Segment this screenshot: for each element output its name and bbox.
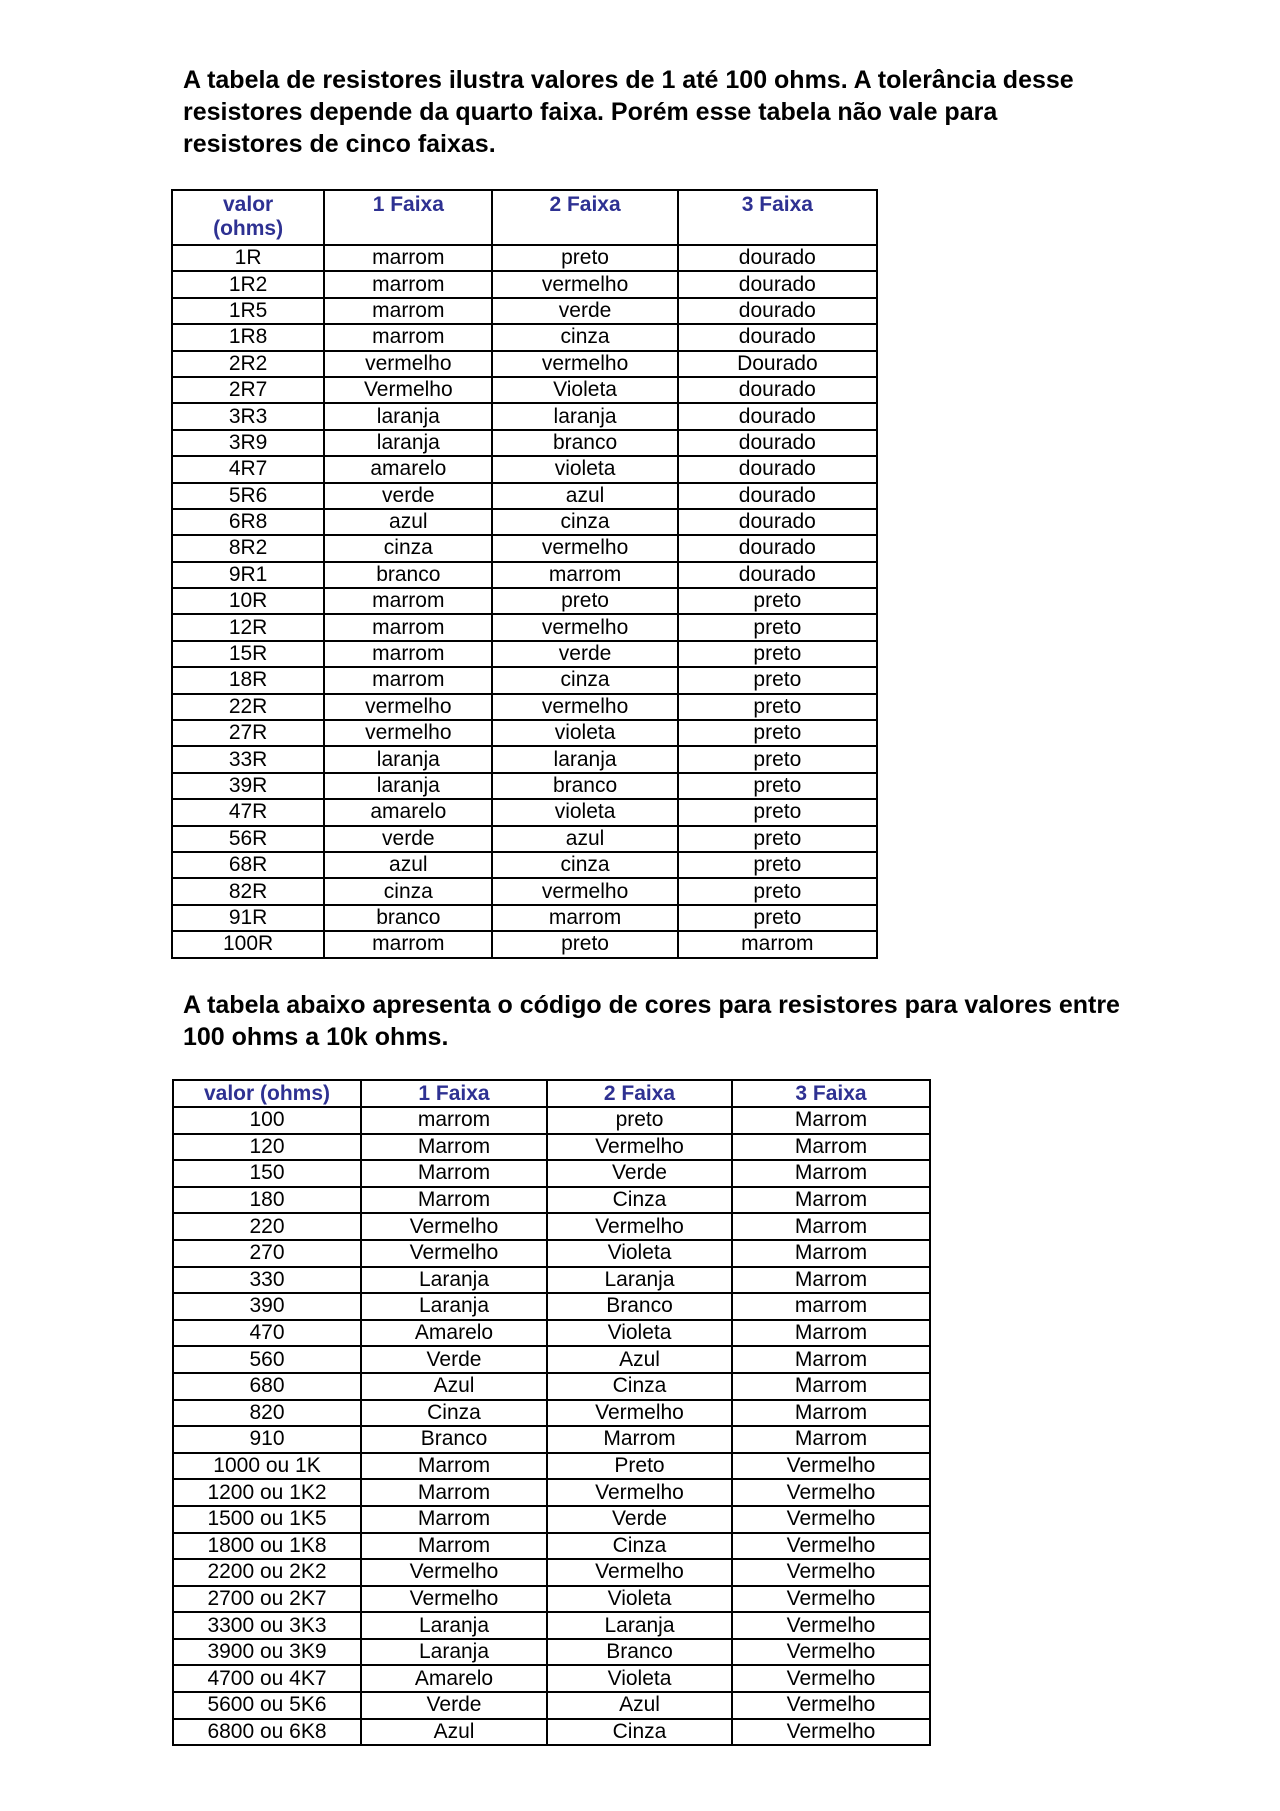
cell-faixa-2: Violeta <box>547 1320 732 1347</box>
table-row <box>172 298 877 324</box>
table-row <box>173 1134 930 1161</box>
resistor-table-1-to-100-ohms <box>171 189 878 959</box>
table-row <box>172 746 877 772</box>
table-row <box>173 1267 930 1294</box>
cell-valor: 1R <box>172 245 324 271</box>
cell-faixa-1: Marrom <box>361 1453 547 1480</box>
cell-faixa-3: preto <box>678 667 877 693</box>
header-valor-line1: valor <box>223 193 274 216</box>
table-row <box>173 1400 930 1427</box>
cell-faixa-1: Marrom <box>361 1506 547 1533</box>
cell-faixa-2: Marrom <box>547 1426 732 1453</box>
header-faixa-3: 3 Faixa <box>732 1080 930 1107</box>
resistor-table-100-to-10k-ohms <box>172 1079 931 1746</box>
table-row <box>172 456 877 482</box>
cell-faixa-3: Vermelho <box>732 1586 930 1613</box>
cell-faixa-1: azul <box>324 852 492 878</box>
cell-faixa-3: dourado <box>678 483 877 509</box>
table-row <box>173 1320 930 1347</box>
table-row <box>173 1506 930 1533</box>
cell-faixa-3: preto <box>678 720 877 746</box>
table-header-row <box>173 1080 930 1107</box>
table-row <box>173 1293 930 1320</box>
cell-valor: 27R <box>172 720 324 746</box>
table-row <box>172 799 877 825</box>
cell-faixa-3: Marrom <box>732 1373 930 1400</box>
cell-faixa-2: Violeta <box>547 1586 732 1613</box>
cell-faixa-3: dourado <box>678 509 877 535</box>
header-faixa-1: 1 Faixa <box>324 190 492 245</box>
table-row <box>172 509 877 535</box>
table-row <box>173 1373 930 1400</box>
cell-faixa-2: Preto <box>547 1453 732 1480</box>
cell-valor: 2700 ou 2K7 <box>173 1586 361 1613</box>
cell-faixa-1: marrom <box>324 588 492 614</box>
second-paragraph: A tabela abaixo apresenta o código de cores para resistores para valores entre 100 ohms a 10k ohms. <box>183 991 1120 1051</box>
table-row <box>173 1160 930 1187</box>
cell-faixa-2: Vermelho <box>547 1479 732 1506</box>
table-body <box>172 245 877 958</box>
cell-valor: 100 <box>173 1107 361 1134</box>
cell-faixa-3: dourado <box>678 271 877 297</box>
cell-faixa-1: marrom <box>324 614 492 640</box>
cell-valor: 100R <box>172 931 324 957</box>
cell-faixa-1: marrom <box>324 271 492 297</box>
cell-faixa-1: laranja <box>324 773 492 799</box>
cell-faixa-3: Marrom <box>732 1346 930 1373</box>
cell-faixa-2: laranja <box>492 746 677 772</box>
cell-valor: 1R5 <box>172 298 324 324</box>
cell-faixa-1: marrom <box>324 641 492 667</box>
table-row <box>173 1107 930 1134</box>
cell-faixa-1: Marrom <box>361 1160 547 1187</box>
cell-faixa-2: vermelho <box>492 351 677 377</box>
cell-faixa-1: cinza <box>324 878 492 904</box>
cell-faixa-2: preto <box>492 931 677 957</box>
cell-faixa-2: Cinza <box>547 1187 732 1214</box>
cell-faixa-3: preto <box>678 852 877 878</box>
cell-faixa-1: Verde <box>361 1692 547 1719</box>
cell-faixa-1: marrom <box>324 245 492 271</box>
cell-faixa-1: Vermelho <box>361 1586 547 1613</box>
cell-faixa-1: Vermelho <box>361 1213 547 1240</box>
cell-valor: 39R <box>172 773 324 799</box>
header-valor-line2: (ohms) <box>213 217 284 240</box>
cell-faixa-2: branco <box>492 430 677 456</box>
table-row <box>172 905 877 931</box>
cell-faixa-1: Marrom <box>361 1134 547 1161</box>
cell-faixa-3: Marrom <box>732 1107 930 1134</box>
cell-faixa-1: azul <box>324 509 492 535</box>
table-row <box>172 588 877 614</box>
cell-valor: 1R2 <box>172 271 324 297</box>
cell-valor: 560 <box>173 1346 361 1373</box>
cell-faixa-1: Branco <box>361 1426 547 1453</box>
cell-faixa-3: Marrom <box>732 1320 930 1347</box>
cell-faixa-1: marrom <box>324 931 492 957</box>
cell-valor: 47R <box>172 799 324 825</box>
table-row <box>173 1719 930 1746</box>
cell-faixa-2: cinza <box>492 667 677 693</box>
cell-faixa-3: Marrom <box>732 1240 930 1267</box>
cell-faixa-2: Violeta <box>547 1665 732 1692</box>
cell-faixa-2: branco <box>492 773 677 799</box>
cell-valor: 15R <box>172 641 324 667</box>
table-row <box>172 641 877 667</box>
cell-faixa-3: Vermelho <box>732 1479 930 1506</box>
cell-faixa-2: vermelho <box>492 271 677 297</box>
cell-valor: 1200 ou 1K2 <box>173 1479 361 1506</box>
cell-faixa-2: azul <box>492 826 677 852</box>
cell-faixa-2: azul <box>492 483 677 509</box>
cell-faixa-2: Vermelho <box>547 1134 732 1161</box>
cell-faixa-2: violeta <box>492 799 677 825</box>
cell-valor: 390 <box>173 1293 361 1320</box>
cell-faixa-3: Marrom <box>732 1213 930 1240</box>
cell-valor: 3R3 <box>172 403 324 429</box>
cell-valor: 470 <box>173 1320 361 1347</box>
cell-faixa-1: laranja <box>324 746 492 772</box>
cell-faixa-3: Marrom <box>732 1134 930 1161</box>
cell-faixa-1: Vermelho <box>361 1559 547 1586</box>
cell-valor: 680 <box>173 1373 361 1400</box>
cell-faixa-2: marrom <box>492 562 677 588</box>
cell-valor: 3300 ou 3K3 <box>173 1612 361 1639</box>
cell-faixa-1: marrom <box>361 1107 547 1134</box>
cell-valor: 22R <box>172 694 324 720</box>
cell-faixa-1: branco <box>324 905 492 931</box>
cell-valor: 3R9 <box>172 430 324 456</box>
cell-faixa-3: preto <box>678 614 877 640</box>
cell-faixa-3: dourado <box>678 298 877 324</box>
cell-faixa-2: marrom <box>492 905 677 931</box>
cell-faixa-3: preto <box>678 826 877 852</box>
cell-valor: 2R7 <box>172 377 324 403</box>
cell-valor: 180 <box>173 1187 361 1214</box>
cell-faixa-1: Azul <box>361 1719 547 1746</box>
cell-valor: 68R <box>172 852 324 878</box>
table-row <box>172 667 877 693</box>
cell-faixa-1: Vermelho <box>324 377 492 403</box>
cell-faixa-3: Vermelho <box>732 1639 930 1666</box>
cell-faixa-3: marrom <box>678 931 877 957</box>
table-row <box>172 483 877 509</box>
cell-faixa-2: cinza <box>492 852 677 878</box>
cell-faixa-3: dourado <box>678 377 877 403</box>
cell-faixa-3: Vermelho <box>732 1612 930 1639</box>
table-row <box>172 562 877 588</box>
cell-faixa-1: laranja <box>324 403 492 429</box>
cell-faixa-2: Vermelho <box>547 1213 732 1240</box>
cell-faixa-3: Marrom <box>732 1160 930 1187</box>
cell-faixa-2: Verde <box>547 1160 732 1187</box>
cell-faixa-2: vermelho <box>492 878 677 904</box>
cell-faixa-1: vermelho <box>324 720 492 746</box>
cell-faixa-3: marrom <box>732 1293 930 1320</box>
cell-faixa-1: branco <box>324 562 492 588</box>
intro-paragraph: A tabela de resistores ilustra valores de 1 até 100 ohms. A tolerância desse resistores depende da quarto faixa. Porém esse tabela não vale para resistores de cinco faixas. <box>183 66 1074 158</box>
cell-faixa-1: verde <box>324 483 492 509</box>
cell-faixa-1: vermelho <box>324 694 492 720</box>
cell-faixa-2: vermelho <box>492 694 677 720</box>
cell-faixa-3: preto <box>678 588 877 614</box>
cell-valor: 820 <box>173 1400 361 1427</box>
cell-valor: 6800 ou 6K8 <box>173 1719 361 1746</box>
cell-faixa-2: Verde <box>547 1506 732 1533</box>
cell-faixa-2: Azul <box>547 1346 732 1373</box>
table-row <box>173 1586 930 1613</box>
cell-faixa-3: Vermelho <box>732 1559 930 1586</box>
table-row <box>172 430 877 456</box>
cell-faixa-3: Marrom <box>732 1400 930 1427</box>
cell-faixa-1: Marrom <box>361 1479 547 1506</box>
cell-faixa-3: preto <box>678 799 877 825</box>
cell-faixa-1: marrom <box>324 324 492 350</box>
cell-faixa-2: Branco <box>547 1293 732 1320</box>
cell-faixa-2: preto <box>492 588 677 614</box>
cell-faixa-3: dourado <box>678 403 877 429</box>
cell-faixa-1: Vermelho <box>361 1240 547 1267</box>
cell-faixa-3: Vermelho <box>732 1665 930 1692</box>
cell-valor: 12R <box>172 614 324 640</box>
cell-faixa-3: preto <box>678 641 877 667</box>
cell-faixa-3: Marrom <box>732 1267 930 1294</box>
cell-faixa-1: Laranja <box>361 1612 547 1639</box>
cell-valor: 1R8 <box>172 324 324 350</box>
cell-faixa-1: Amarelo <box>361 1665 547 1692</box>
cell-faixa-3: preto <box>678 905 877 931</box>
table-row <box>173 1665 930 1692</box>
cell-faixa-2: Laranja <box>547 1612 732 1639</box>
cell-faixa-1: Azul <box>361 1373 547 1400</box>
cell-faixa-1: amarelo <box>324 456 492 482</box>
cell-faixa-2: cinza <box>492 324 677 350</box>
cell-faixa-1: Marrom <box>361 1533 547 1560</box>
cell-valor: 150 <box>173 1160 361 1187</box>
cell-valor: 56R <box>172 826 324 852</box>
table-row <box>172 694 877 720</box>
cell-valor: 4700 ou 4K7 <box>173 1665 361 1692</box>
cell-faixa-2: laranja <box>492 403 677 429</box>
header-valor-ohms <box>172 190 324 245</box>
cell-faixa-2: verde <box>492 641 677 667</box>
table-row <box>172 826 877 852</box>
cell-faixa-1: Amarelo <box>361 1320 547 1347</box>
cell-valor: 10R <box>172 588 324 614</box>
cell-faixa-2: Laranja <box>547 1267 732 1294</box>
cell-faixa-2: verde <box>492 298 677 324</box>
table-row <box>172 271 877 297</box>
cell-faixa-1: verde <box>324 826 492 852</box>
table-row <box>173 1533 930 1560</box>
cell-faixa-3: preto <box>678 694 877 720</box>
cell-valor: 3900 ou 3K9 <box>173 1639 361 1666</box>
header-faixa-1: 1 Faixa <box>361 1080 547 1107</box>
header-valor-ohms: valor (ohms) <box>173 1080 361 1107</box>
cell-valor: 8R2 <box>172 535 324 561</box>
cell-valor: 910 <box>173 1426 361 1453</box>
table-header-row <box>172 190 877 245</box>
cell-faixa-2: preto <box>547 1107 732 1134</box>
cell-faixa-3: dourado <box>678 430 877 456</box>
table-row <box>172 351 877 377</box>
header-faixa-2: 2 Faixa <box>492 190 677 245</box>
cell-faixa-3: preto <box>678 773 877 799</box>
cell-valor: 5R6 <box>172 483 324 509</box>
cell-faixa-1: vermelho <box>324 351 492 377</box>
cell-faixa-1: Verde <box>361 1346 547 1373</box>
cell-faixa-2: Violeta <box>547 1240 732 1267</box>
cell-valor: 18R <box>172 667 324 693</box>
table-row <box>172 403 877 429</box>
cell-valor: 1800 ou 1K8 <box>173 1533 361 1560</box>
table-row <box>173 1559 930 1586</box>
cell-faixa-1: laranja <box>324 430 492 456</box>
cell-faixa-3: preto <box>678 746 877 772</box>
cell-valor: 6R8 <box>172 509 324 535</box>
table-row <box>173 1240 930 1267</box>
table-row <box>172 614 877 640</box>
cell-faixa-3: dourado <box>678 535 877 561</box>
table-row <box>172 878 877 904</box>
cell-faixa-2: Cinza <box>547 1373 732 1400</box>
cell-faixa-3: Vermelho <box>732 1533 930 1560</box>
cell-faixa-3: Marrom <box>732 1187 930 1214</box>
cell-valor: 330 <box>173 1267 361 1294</box>
cell-faixa-3: Vermelho <box>732 1692 930 1719</box>
cell-faixa-3: Vermelho <box>732 1719 930 1746</box>
cell-faixa-1: Marrom <box>361 1187 547 1214</box>
cell-faixa-1: Laranja <box>361 1267 547 1294</box>
cell-valor: 2200 ou 2K2 <box>173 1559 361 1586</box>
cell-valor: 82R <box>172 878 324 904</box>
cell-faixa-2: Vermelho <box>547 1559 732 1586</box>
cell-faixa-2: Violeta <box>492 377 677 403</box>
cell-valor: 120 <box>173 1134 361 1161</box>
cell-valor: 5600 ou 5K6 <box>173 1692 361 1719</box>
cell-valor: 2R2 <box>172 351 324 377</box>
cell-valor: 9R1 <box>172 562 324 588</box>
cell-faixa-1: cinza <box>324 535 492 561</box>
cell-faixa-1: Cinza <box>361 1400 547 1427</box>
cell-faixa-3: Vermelho <box>732 1506 930 1533</box>
cell-faixa-2: vermelho <box>492 614 677 640</box>
table-row <box>173 1612 930 1639</box>
table-row <box>173 1213 930 1240</box>
cell-faixa-2: Branco <box>547 1639 732 1666</box>
cell-faixa-3: Dourado <box>678 351 877 377</box>
table-row <box>172 773 877 799</box>
cell-valor: 220 <box>173 1213 361 1240</box>
table-row <box>173 1453 930 1480</box>
cell-faixa-3: dourado <box>678 245 877 271</box>
table-row <box>173 1639 930 1666</box>
cell-faixa-1: marrom <box>324 298 492 324</box>
cell-faixa-1: Laranja <box>361 1639 547 1666</box>
cell-faixa-3: dourado <box>678 562 877 588</box>
table-row <box>172 720 877 746</box>
table-row <box>172 931 877 957</box>
cell-faixa-3: preto <box>678 878 877 904</box>
table-row <box>172 324 877 350</box>
cell-faixa-3: dourado <box>678 456 877 482</box>
cell-valor: 4R7 <box>172 456 324 482</box>
table-row <box>172 535 877 561</box>
cell-valor: 33R <box>172 746 324 772</box>
header-faixa-3: 3 Faixa <box>678 190 877 245</box>
table-body <box>173 1107 930 1745</box>
cell-faixa-2: vermelho <box>492 535 677 561</box>
cell-faixa-1: marrom <box>324 667 492 693</box>
cell-faixa-2: Cinza <box>547 1719 732 1746</box>
cell-faixa-3: Vermelho <box>732 1453 930 1480</box>
cell-faixa-2: Azul <box>547 1692 732 1719</box>
cell-faixa-2: violeta <box>492 720 677 746</box>
cell-faixa-2: Vermelho <box>547 1400 732 1427</box>
table-row <box>172 377 877 403</box>
table-row <box>173 1479 930 1506</box>
cell-faixa-1: amarelo <box>324 799 492 825</box>
cell-faixa-2: violeta <box>492 456 677 482</box>
table-row <box>173 1426 930 1453</box>
header-faixa-2: 2 Faixa <box>547 1080 732 1107</box>
cell-faixa-1: Laranja <box>361 1293 547 1320</box>
cell-valor: 1000 ou 1K <box>173 1453 361 1480</box>
cell-faixa-3: Marrom <box>732 1426 930 1453</box>
cell-valor: 1500 ou 1K5 <box>173 1506 361 1533</box>
table-row <box>172 852 877 878</box>
cell-valor: 91R <box>172 905 324 931</box>
table-row <box>173 1187 930 1214</box>
cell-valor: 270 <box>173 1240 361 1267</box>
table-row <box>173 1692 930 1719</box>
cell-faixa-2: Cinza <box>547 1533 732 1560</box>
table-row <box>173 1346 930 1373</box>
cell-faixa-2: cinza <box>492 509 677 535</box>
cell-faixa-3: dourado <box>678 324 877 350</box>
cell-faixa-2: preto <box>492 245 677 271</box>
table-row <box>172 245 877 271</box>
